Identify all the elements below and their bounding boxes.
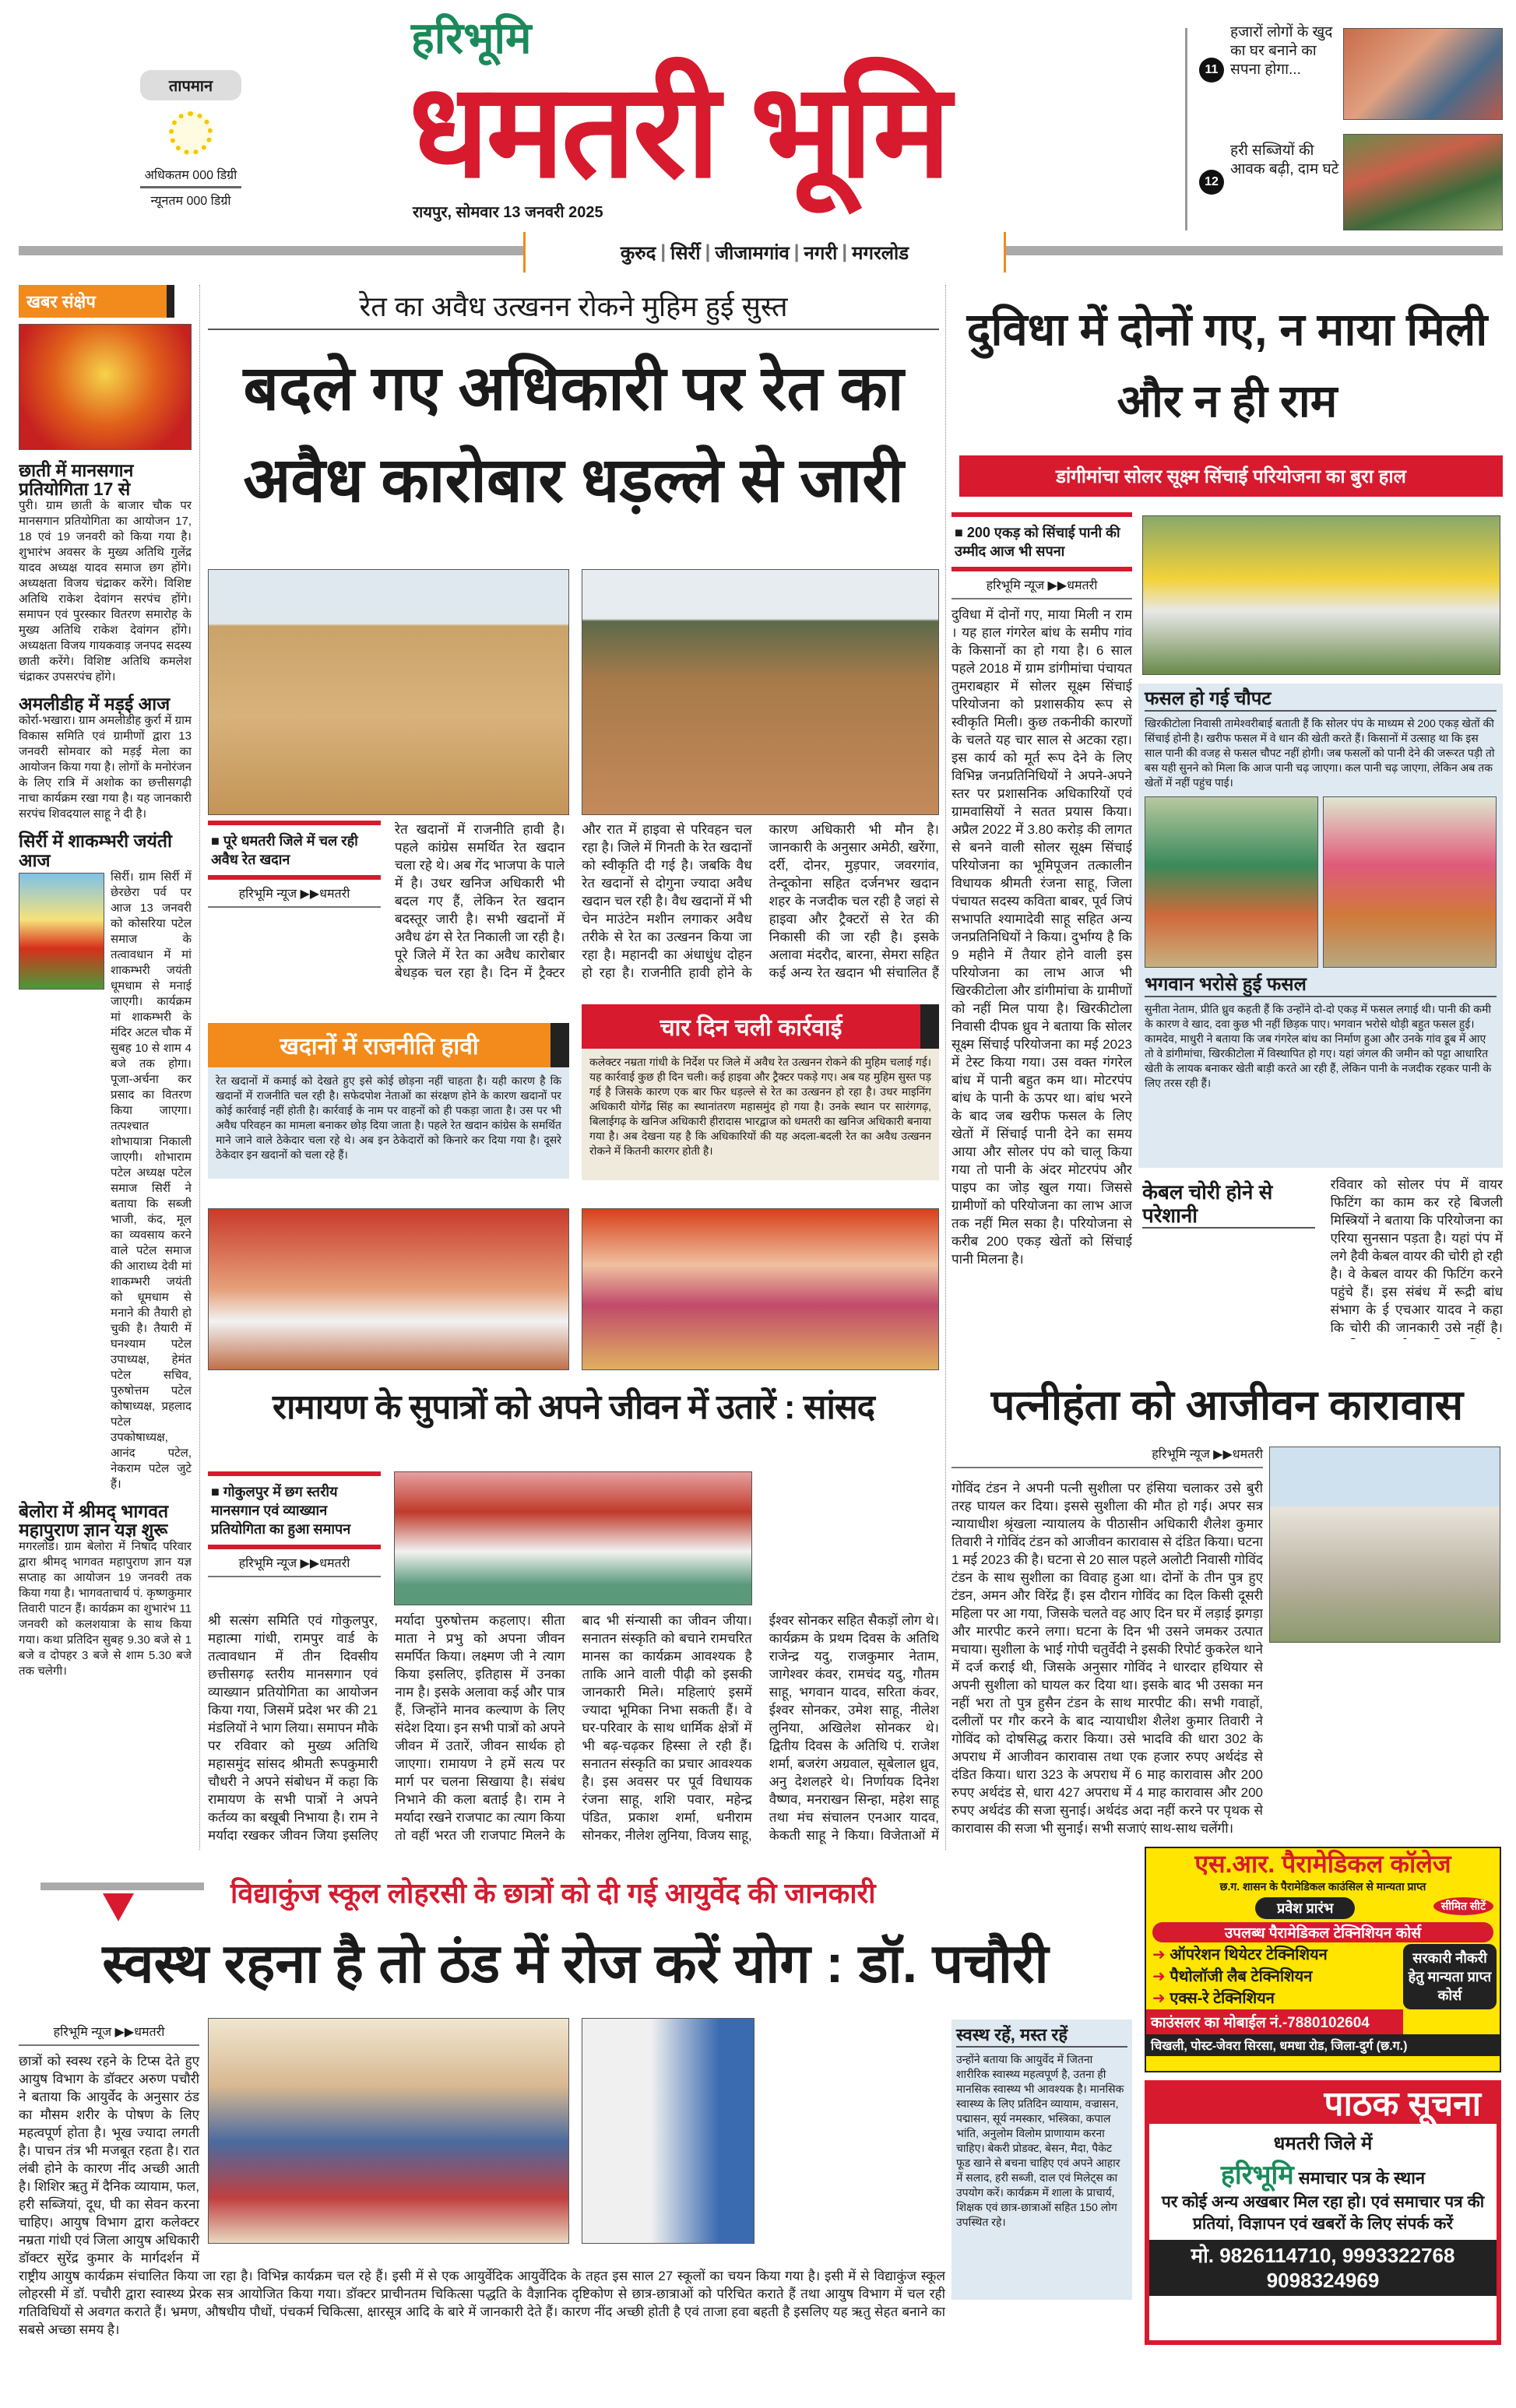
byline: हरिभूमि न्यूज ▶▶धमतरी: [951, 571, 1132, 599]
ayurved-body: छात्रों को स्वस्थ रहने के टिप्स देते हुए आयुष विभाग के डॉक्टर अरुण पचौरी ने बताया कि आयुर्वेद के अनुसार ठंड का मौसम शरीर के पोषण के लिए महत्वपूर्ण होता है। भूख ज्यादा लगती है। पाचन तंत्र भी मजबूत रहता है। रात लंबी होने के कारण नींद अच्छी आती है। शिशिर ऋतु में दैनिक व्यायाम, फल, हरी सब्जियां, दूध, घी का सेवन करना चाहिए। आयुष विभाग द्वारा कलेक्टर नम्रता गांधी एवं जिला आयुष अधिकारी डॉक्टर सुरेंद्र कुमार के मार्गदर्शन में राष्ट्रीय आयुष कार्यक्रम संचालित किया जा रहा है। विभिन्न कार्यक्रम चल रहे हैं। इसी में से एक आयुर्वेदिक आयुर्वेदिक के तहत इस साल 27 स्कूलों का चयन किया गया है। इसी में से विद्याकुंज स्कूल लोहरसी में डॉ. पचौरी द्वारा स्वास्थ्य प्रेरक सत्र आयोजित किया गया। डॉक्टर प्राचीनतम चिकित्सा पद्धति के वैज्ञानिक दृष्टिकोण से छात्र-छात्राओं को परिचित कराते हैं तथा आयुष विभाग में चल रही गतिविधियों से अवगत कराते हैं। भ्रमण, औषधीय पौधों, पंचकर्म चिकित्सा, क्षारसूत्र आदि के बारे में जानकारी देते हैं। कारण नींद अच्छी होती है एवं ताजा हवा बहती है इसलिए यह ऋतु सेहत बनाने का सबसे अच्छा समय है।: [19, 2054, 945, 2337]
ad-phone: काउंसलर का मोबाईल नं.-7880102604: [1146, 2009, 1403, 2034]
crop-box-body: खिरकीटोला निवासी तामेश्वरीबाई बताती हैं कि सोलर पंप के माध्यम से 200 एकड़ खेतों की सिंचाई होनी है। खरीफ फसल में वे धान की खेती करते हैं। किसानों में उत्साह था कि इस साल पानी की वजह से फसल चौपट नहीं होगी। जब फसलों को पानी देने की जरूरत पड़ी तो बस यही सुनने को मिला कि आज पानी चढ़ जाएगा। कल पानी चढ़ जाएगा, लेकिन अब तक खेतों में नहीं पहुंच पाई।: [1145, 717, 1495, 789]
solar-left-col: [951, 512, 1132, 1338]
brief-body: पुरी। ग्राम छाती के बाजार चौक पर मानसगान प्रतियोगिता का आयोजन 17, 18 एवं 19 जनवरी को किया गया है। शुभारंभ अवसर के मुख्य अतिथि गुलेंद्र यादव अध्यक्ष यादव समाज छग होंगे। अध्यक्षता विजय चंद्राकर करेंगे। विशिष्ट अतिथि राकेश देवांगन सरपंच होंगे। समापन एवं पुरस्कार वितरण समारोह के मुख्य अतिथि राकेश देवांगन होंगे। अध्यक्षता विजय गायकवाड़ जनपद सदस्य छाती करेंगे। विशिष्ट अतिथि कमलेश चंद्राकर उपसरपंच होंगे।: [19, 499, 192, 684]
ramayan-photo-singers: [394, 1471, 752, 1605]
notice-line1: धमतरी जिले में: [1273, 2133, 1373, 2154]
sand-sidebar: [208, 821, 381, 914]
farmer-photo: [1323, 796, 1497, 968]
action-box-body: कलेक्टर नम्रता गांधी के निर्देश पर जिले में अवैध रेत उत्खनन रोकने की मुहिम चलाई गई। यह कार्रवाई कुछ ही दिन चली। कई हाइवा और ट्रैक्टर पकड़े गए। अब यह मुहिम सुस्त पड़ गई है जिसके कारण एक बार फिर धड़ल्ले से रेत का उत्खनन हो रहा है। उधर माइनिंग अधिकारी योगेंद्र सिंह का स्थानांतरण महासमुंद हो गया है। उनके स्थान पर सारंगगढ़, बिलाईगढ़ के खनिज अधिकारी हीरादास भारद्वाज को धमतरी का खनिज अधिकारी बनाया गया है। अब देखना यह है कि अधिकारियों की यह अदला-बदली रेत का अवैध उत्खनन रोकने में कितनी कारगर होती है।: [589, 1056, 931, 1157]
town-link[interactable]: सिर्री: [670, 242, 701, 264]
solar-photo-pumphouse: [1142, 515, 1500, 675]
ad-admission-badge: प्रवेश प्रारंभ: [1255, 1897, 1355, 1919]
weather-label: तापमान: [140, 70, 241, 100]
solar-headline: दुविधा में दोनों गए, न माया मिली और न ही राम: [966, 304, 1488, 427]
solar-bullet: ■ 200 एकड़ को सिंचाई पानी की उम्मीद आज भी सपना: [951, 512, 1132, 571]
ad-course: ➜ ऑपरेशन थियेटर टेक्निशियन: [1152, 1946, 1328, 1963]
ayurved-marker-icon: [40, 1882, 204, 1890]
brief-title: सिर्री में शाकम्भरी जयंती आज: [19, 831, 172, 870]
sand-headline: बदले गए अधिकारी पर रेत का अवैध कारोबार धड़ल्ले से जारी: [243, 353, 904, 515]
ad-courses-title: उपलब्ध पैरामेडिकल टेक्निशियन कोर्स: [1152, 1922, 1493, 1942]
ayurved-headline: स्वस्थ रहना है तो ठंड में रोज करें योग : डॉ. पचौरी: [102, 1933, 1049, 1994]
healthy-box-title: स्वस्थ रहें, मस्त रहें: [956, 2024, 1127, 2048]
sand-body: रेत खदानों में राजनीति हावी है। पहले कांग्रेस समर्थित रेत खदान चला रहे थे। अब गेंद भाजपा के पाले में है। उधर खनिज अधिकारी भी बदल गए हैं, लेकिन रेत खदान बदस्तूर जारी है। सभी खदानों में अवैध ढंग से रेत निकाली जा रही है। पूरे जिले में रेत का अवैध कारोबार बेधड़क चल रहा है। दिन में ट्रैक्टर और रात में हाइवा से परिवहन चल रहा है। जिले में गिनती के रेत खदानों को स्वीकृति दी गई है। जबकि वैध रेत खदानों से दोगुना ज्यादा अवैध खदान चल रही है। वैध खदानों में भी चेन माउंटेन मशीन लगाकर अवैध तरीके से रेत का उत्खनन किया जा रहा है। महानदी का अंधाधुंध दोहन हो रहा है। राजनीति हावी होने के कारण अधिकारी भी मौन है। जानकारी के अनुसार अमेठी, खरेंगा, दर्री, दोनर, मुड़पार, जवरगांव, तेन्दूकोना सहित दर्जनभर खदान शहर के नजदीक चल रही है जहां से हाइवा और ट्रैक्टरों से रेत की निकासी की जा रही है। इसके अलावा मंदरौद, बारना, सेमरा सहित कई अन्य रेत खदान भी संचालित हैं: [395, 822, 939, 980]
town-link[interactable]: जीजामगांव: [715, 242, 790, 264]
briefs-tag: खबर संक्षेप: [19, 285, 174, 318]
ad-address: चिखली, पोस्ट-जेवरा सिरसा, धमधा रोड, जिला-दुर्ग (छ.ग.): [1146, 2034, 1500, 2056]
town-link[interactable]: मगरलोड: [852, 242, 909, 264]
ramayan-sidebar: [208, 1471, 381, 1584]
ad-course: ➜ पैथोलॉजी लैब टेक्निशियन: [1152, 1968, 1313, 1985]
sand-kicker: रेत का अवैध उत्खनन रोकने मुहिम हुई सुस्त: [208, 290, 939, 330]
ramayan-photo-audience: [582, 1208, 939, 1370]
column-rule: [945, 285, 946, 1850]
teaser-text: हजारों लोगों के खुद का घर बनाने का सपना होगा...: [1230, 24, 1333, 78]
teaser-divider: [1185, 28, 1187, 230]
ramayan-body-side: [766, 1471, 939, 1612]
byline: हरिभूमि न्यूज ▶▶धमतरी: [19, 2018, 199, 2046]
teaser-text: हरी सब्जियों की आवक बढ़ी, दाम घटे: [1230, 142, 1339, 178]
action-box: [582, 1004, 939, 1180]
murder-body: गोविंद टंडन ने अपनी पत्नी सुशीला पर हंसिया चलाकर उसे बुरी तरह घायल कर दिया। इससे सुशीला की मौत हो गई। अपर सत्र न्यायाधीश श्रृंखला न्यायालय के पीठासीन अधिकारी शैलेश कुमार तिवारी ने गोविंद टंडन को आजीवन कारावास से दंडित किया। घटना 1 मई 2023 की है। घटना से 20 साल पहले अलोटी निवासी गोविंद टंडन के साथ सुशीला का विवाह हुआ था। दोनों के तीन पुत्र हुए टंडन, अमन और विरेंद्र हैं। इस दौरान गोविंद का दिल किसी दूसरी महिला पर आ गया, जिसके चलते वह आए दिन घर में लड़ाई झगड़ा और मारपीट करने लगा। घटना के दिन भी उसने जमकर उत्पात मचाया। सुशीला के भाई गोपी चतुर्वेदी ने इसकी रिपोर्ट कुकरेल थाने में दर्ज कराई थी, जिसके अनुसार गोविंद ने धारदार हथियार से अपनी सुशीला को घायल कर दिया था। इसके बाद भी उसका मन नहीं भरा तो पुत्र हुसैन टंडन के साथ मारपीट की। सभी गवाहों, दलीलों पर गौर करने के बाद न्यायाधीश शैलेश कुमार तिवारी ने गोविंद को दोषसिद्ध करार किया। उसे भादवि की धारा 302 के अपराध में आजीवन कारावास तथा एक हजार रुपए अर्थदंड से दंडित किया। धारा 323 के अपराध में 6 माह कारावास और 200 रुपए अर्थदंड से, धारा 427 अपराध में 4 माह कारावास और 200 रुपए अर्थदंड की सजा सुनाई। अर्थदंड अदा नहीं करने पर पृथक से कारावास की सजा भी सुनाई। सभी सजाएं साथ-साथ चलेंगी।: [951, 1481, 1263, 1836]
ad-limited-badge: सीमित सीटें: [1433, 1897, 1493, 1915]
teaser-photo-vegetables: [1343, 134, 1503, 230]
ayurved-chevron-icon: [103, 1893, 134, 1921]
farmer-photo: [1145, 796, 1318, 968]
brief-body: सिर्री। ग्राम सिर्री में छेरछेरा पर्व पर आज 13 जनवरी को कोसरिया पटेल समाज के तत्वावधान में मां शाकम्भरी जयंती धूमधाम से मनाई जाएगी। कार्यक्रम मां शाकम्भरी के मंदिर अटल चौक में सुबह 10 से शाम 4 बजे तक होगा। पूजा-अर्चना कर प्रसाद का वितरण किया जाएगा। तत्पश्चात शोभायात्रा निकाली जाएगी। शोभाराम पटेल अध्यक्ष पटेल समाज सिर्री ने बताया कि सब्जी भाजी, कंद, मूल का व्यवसाय करने वाले पटेल समाज की आराध्य देवी मां शाकम्भरी जयंती को धूमधाम से मनाने की तैयारी हो चुकी है। तैयारी में घनश्याम पटेल उपाध्यक्ष, हेमंत पटेल सचिव, पुरुषोत्तम पटेल कोषाध्यक्ष, प्रहलाद पटेल उपकोषाध्यक्ष, आनंद पटेल, नेकराम पटेल जुटे हैं।: [111, 870, 192, 1491]
cable-theft-section: [1142, 1176, 1503, 1339]
brief-title: अमलीडीह में मड़ई आज: [19, 694, 171, 715]
ayurved-body-wrap: [19, 2052, 945, 2371]
healthy-box-body: उन्होंने बताया कि आयुर्वेद में जितना शारीरिक स्वास्थ्य महत्वपूर्ण है, उतना ही मानसिक स्वास्थ्य भी आवश्यक है। मानसिक स्वास्थ्य के लिए प्रतिदिन व्यायाम, वज्रासन, पद्मासन, सूर्य नमस्कार, भस्त्रिका, कपाल भांति, अनुलोम विलोम प्राणायाम करना चाहिए। बेकरी प्रोडक्ट, बेसन, मैदा, पैकेट फूड खाने से बचना चाहिए एवं अपने आहार में सलाद, हरी सब्जी, दाल एवं मिलेट्स का उपयोग करें। कार्यक्रम में शाला के प्राचार्य, शिक्षक एवं छात्र-छात्राओं सहित 150 लोग उपस्थित रहे।: [956, 2053, 1124, 2228]
god-box-title: भगवान भरोसे हुई फसल: [1145, 974, 1497, 997]
solar-body: दुविधा में दोनों गए, माया मिली न राम । यह हाल गंगरेल बांध के समीप गांव के किसानों का हो गया है। 6 साल पहले 2018 में ग्राम डांगीमांचा पंचायत तुमराबहार में सोलर सूक्ष्म सिंचाई परियोजना को प्रशासकीय रूप से स्वीकृति मिली। कुछ तकनीकी कारणों के चलते यह चार साल से अटका रहा। इस कार्य को मूर्त रूप देने के लिए विभिन्न जनप्रतिनिधियों ने अपने-अपने स्तर पर प्रशासनिक अधिकारियों एवं ग्रामवासियों ने सतत प्रयास किया। अप्रैल 2022 में 3.80 करोड़ की लागत से बनने वाली सोलर सूक्ष्म सिंचाई परियोजना का भूमिपूजन तत्कालीन विधायक श्रीमती रंजना साहू, जिला पंचायत सदस्य कविता बाबर, पूर्व जिपं सभापति श्यामादेवी साहू सहित अन्य जनप्रतिनिधियों ने किया। दुर्भाग्य है कि 9 महीने में तैयार होने वाली इस परियोजना का लाभ आज भी खिरकीटोला और डांगीमांचा के ग्रामीणों को नहीं मिल पाया है। खिरकीटोला निवासी दीपक ध्रुव ने बताया कि सोलर सूक्ष्म सिंचाई परियोजना का मई 2023 में टेस्ट किया गया। उस वक्त गंगरेल बांध में पानी बहुत कम था। मोटरपंप बांध के पानी के ऊपर था। बांध भरने के बाद जब खरीफ फसल के लिए खेतों में सिंचाई पानी देने का समय आया और सोलर पंप को चालू किया गया तो पानी के अंदर मोटरपंप और पाइप का जोड़ खुल गया। जिससे ग्रामीणों को परियोजना का लाभ आज तक नहीं मिल सका है। परियोजना से करीब 200 एकड़ खेतों को सिंचाई पानी मिलना है।: [951, 607, 1132, 1267]
teaser-photo-housing: [1343, 28, 1503, 120]
briefs-column: [19, 285, 192, 1850]
brief-body: मगरलोड। ग्राम बेलोरा में निषाद परिवार द्वारा श्रीमद् भागवत महापुराण ज्ञान यज्ञ सप्ताह का आयोजन 19 जनवरी तक किया गया है। भागवताचार्य पं. कृष्णकुमार तिवारी पाटन हैं। कार्यक्रम का शुभारंभ 11 जनवरी को कलशयात्रा के साथ किया गया। कथा प्रतिदिन सुबह 9.30 बजे से 1 बजे व दोपहर 3 बजे से शाम 5.30 बजे तक चलेगी।: [19, 1539, 192, 1678]
murder-body-cont: [1269, 1649, 1500, 1840]
shakambhari-image: [19, 873, 104, 990]
politics-box-body: रेत खदानों में कमाई को देखते हुए इसे कोई छोड़ना नहीं चाहता है। यही कारण है कि खदानों में राजनीति चल रही है। सफेदपोश नेताओं का संरक्षण होने के कारण खदानों पर कोई कार्रवाई नहीं होती है। कार्रवाई के नाम पर वाहनों को ही पकड़ा जाता है। उस पर भी अवैध परिवहन का मामला बनाकर छोड़ दिया जाता है। पहले रेत खदान कांग्रेस के समर्थित माने जाने वाले ठेकेदार चला रहे थे। अब इन ठेकेदारों को किनारे कर दिया गया है। दूसरे ठेकेदार इन खदानों को चला रहे हैं।: [216, 1074, 561, 1161]
politics-box: [208, 1023, 569, 1179]
town-nav: कुरुद | सिर्री | जीजामगांव | नगरी | मगरलोड: [523, 232, 1006, 272]
teaser-2[interactable]: [1199, 134, 1503, 230]
byline: हरिभूमि न्यूज ▶▶धमतरी: [208, 880, 381, 908]
weather-box: [140, 70, 241, 209]
byline: हरिभूमि न्यूज ▶▶धमतरी: [208, 1549, 381, 1577]
ram-darbar-image: [19, 324, 192, 450]
ayurved-kicker: विद्याकुंज स्कूल लोहरसी के छात्रों को दी गई आयुर्वेद की जानकारी: [230, 1877, 876, 1909]
ad-course: ➜ एक्स-रे टेक्निशियन: [1152, 1990, 1275, 2007]
crop-box-title: फसल हो गई चौपट: [1145, 688, 1497, 712]
town-link[interactable]: कुरुद: [620, 242, 656, 264]
column-rule: [199, 285, 200, 1850]
ayurved-left: [19, 2018, 199, 2052]
notice-title: पाठक सूचना: [1149, 2085, 1497, 2124]
cable-theft-body: रविवार को सोलर पंप में वायर फिटिंग का काम कर रहे बिजली मिस्त्रियों ने बताया कि परियोजना का एरिया सुनसान पड़ता है। यहां पंप में लगे हैवी केबल वायर की चोरी हो रही है। वे केबल वायर की फिटिंग करने पहुंचे हैं। इस संबंध में रूद्री बांध संभाग के ई एचआर यादव ने कहा कि चोरी की जानकारी उसे नहीं है।: [1330, 1177, 1503, 1335]
sand-bullet: ■ पूरे धमतरी जिले में चल रही अवैध रेत खदान: [208, 821, 381, 880]
ramayan-photo-stage: [208, 1208, 569, 1370]
god-box-body: सुनीता नेताम, प्रीति ध्रुव कहती हैं कि उन्होंने दो-दो एकड़ में फसल लगाई थी। पानी की कमी के कारण वे खाद, दवा कुछ भी नहीं छिड़क पाए। भगवान भरोसे थोड़ी बहुत फसल हुई। कामदेव, माधुरी ने बताया कि जब गंगरेल बांध का निर्माण हुआ और उनके गांव डूब में आए तो वे डांगीमांचा, खिरकीटोला में विस्थापित हो गए। यहां जंगल की जमीन को पट्टा आधारित खेती के लायक बनाकर खेती बाड़ी करते आ रही हैं, लेकिन पानी के नजदीक रहकर पानी के लिए तरस रही हैं।: [1145, 1003, 1492, 1089]
brief-title: छाती में मानसगान प्रतियोगिता 17 से: [19, 460, 134, 500]
murder-text: [951, 1440, 1263, 1475]
edition-title: धमतरी भूमि: [409, 58, 948, 204]
reader-notice-ad[interactable]: [1145, 2080, 1501, 2345]
ramayan-headline: रामायण के सुपात्रों को अपने जीवन में उतारें : सांसद: [272, 1388, 874, 1426]
sun-icon: [169, 111, 213, 155]
sand-photo-trucks: [582, 569, 939, 815]
action-box-title: चार दिन चली कार्रवाई: [582, 1004, 939, 1049]
paramedical-ad[interactable]: [1145, 1847, 1501, 2072]
ad-recognition: छ.ग. शासन के पैरामेडिकल काउंसिल से मान्यता प्राप्त: [1219, 1880, 1426, 1893]
brand-logo: हरिभूमि: [411, 13, 532, 62]
politics-box-title: खदानों में राजनीति हावी: [208, 1023, 569, 1067]
byline: हरिभूमि न्यूज ▶▶धमतरी: [951, 1440, 1263, 1468]
brief-title: बेलोरा में श्रीमद् भागवत महापुराण ज्ञान यज्ञ शुरू: [19, 1500, 169, 1540]
photo-spacer: [199, 2052, 945, 2252]
max-temp: अधिकतम 000 डिग्री: [140, 166, 241, 188]
solar-strap: डांगीमांचा सोलर सूक्ष्म सिंचाई परियोजना का बुरा हाल: [959, 455, 1503, 497]
healthy-box: [951, 2020, 1132, 2300]
crop-box: [1138, 684, 1503, 1168]
sand-photo-tractors: [208, 569, 569, 815]
notice-line2: समाचार पत्र के स्थान: [1298, 2168, 1426, 2188]
ramayan-bullet: ■ गोकुलपुर में छग स्तरीय मानसगान एवं व्याख्यान प्रतियोगिता का हुआ समापन: [208, 1471, 381, 1549]
ramayan-body: श्री सत्संग समिति एवं गोकुलपुर, महात्मा गांधी, रामपुर वार्ड के तत्वावधान में तीन दिवसीय छत्तीसगढ़ स्तरीय मानसगान एवं व्याख्यान प्रतियोगिता का आयोजन किया गया, जिसमें प्रदेश भर की 21 मंडलियों ने भाग लिया। समापन मौके पर रविवार को मुख्य अतिथि महासमुंद सांसद श्रीमती रूपकुमारी चौधरी ने अपने संबोधन में कहा कि रामायण के सभी पात्रों ने अपने कर्तव्य का बखूबी निभाया है। राम ने मर्यादा रखकर जीवन जिया इसलिए मर्यादा पुरुषोत्तम कहलाए। सीता माता ने प्रभु को अपना जीवन समर्पित किया। लक्ष्मण जी ने त्याग किया इसलिए, इतिहास में उनका नाम है। इसके अलावा कई और पात्र हैं, जिन्होंने मानव कल्याण के लिए संदेश दिया। इन सभी पात्रों को अपने जीवन में उतारें, जीवन सार्थक हो जाएगा। रामायण ने हमें सत्य पर मार्ग पर चलना सिखाया है। संबंध निभाने की कला बताई है। राम ने मर्यादा रखने राजपाट का त्याग किया तो वहीं भरत जी राजपाट मिलने के बाद भी संन्यासी का जीवन जीया। सनातन संस्कृति को बचाने रामचरित मानस का कार्यक्रम आवश्यक है ताकि आने वाली पीढ़ी को इसकी जानकारी मिले। महिलाएं इसमें ज्यादा भूमिका निभा सकती हैं। वे घर-परिवार के साथ धार्मिक क्षेत्रों में भी बढ़-चढ़कर हिस्सा ले रही हैं। सनातन संस्कृति का प्रचार आवश्यक है। इस अवसर पर पूर्व विधायक रंजना साहू, शशि पवार, महेन्द्र पंडित, प्रकाश शर्मा, धनीराम सोनकर, नीलेश लुनिया, विजय साहू, ईश्वर सोनकर सहित सैकड़ों लोग थे। कार्यक्रम के प्रथम दिवस के अतिथि राजेन्द्र यदु, राजकुमार नेताम, जागेश्वर कंवर, रामचंद यदु, गौतम साहू, भगवान यादव, सरिता कंवर, ईश्वर सोनकर, उमेश साहू, नीलेश लुनिया, अखिलेश सोनकर थे। द्वितीय दिवस के अतिथि पं. राजेश शर्मा, बजरंग अग्रवाल, सूबेलाल ध्रुव, अनु देशलहरे थे। निर्णायक दिनेश वैष्णव, मनराखन सिन्हा, महेश साहू तथा मंच संचालन एनआर यादव, केकती साहू ने किया। विजेताओं में: [208, 1613, 939, 1843]
teaser-1[interactable]: [1199, 23, 1503, 125]
min-temp: न्यूनतम 000 डिग्री: [150, 195, 231, 208]
notice-line3: पर कोई अन्य अखबार मिल रहा हो। एवं समाचार पत्र की प्रतियां, विज्ञापन एवं खबरों के लिए संपर्क करें: [1161, 2193, 1485, 2233]
murder-headline: पत्नीहंता को आजीवन कारावास: [990, 1382, 1464, 1429]
page-number-badge: 12: [1199, 170, 1224, 195]
page-number-badge: 11: [1199, 58, 1224, 83]
court-photo: [1269, 1447, 1500, 1643]
cable-theft-title: केबल चोरी होने से परेशानी: [1142, 1180, 1315, 1229]
brief-body: कोर्रा-भखारा। ग्राम अमलीडीह कुर्रा में ग्राम विकास समिति एवं ग्रामीणों द्वारा 13 जनवरी सोमवार को मड़ई मेला का आयोजन किया गया है। लोगों के मनोरंजन के लिए रात्रि में अशोक का छत्तीसगढ़ी नाचा कार्यक्रम रखा गया है। यह जानकारी सरपंच शिवदयाल साहू ने दी है।: [19, 714, 192, 821]
ad-college-title: एस.आर. पैरामेडिकल कॉलेज: [1194, 1850, 1451, 1878]
dateline: रायपुर, सोमवार 13 जनवरी 2025: [413, 204, 603, 221]
town-link[interactable]: नगरी: [804, 242, 838, 264]
notice-brand-logo: हरिभूमि: [1220, 2160, 1294, 2190]
ad-govt-badge: सरकारी नौकरी हेतु मान्यता प्राप्त कोर्स: [1403, 1944, 1497, 2009]
notice-phone3: 9098324969: [1266, 2269, 1380, 2292]
notice-phones: मो. 9826114710, 9993322768: [1191, 2244, 1455, 2267]
